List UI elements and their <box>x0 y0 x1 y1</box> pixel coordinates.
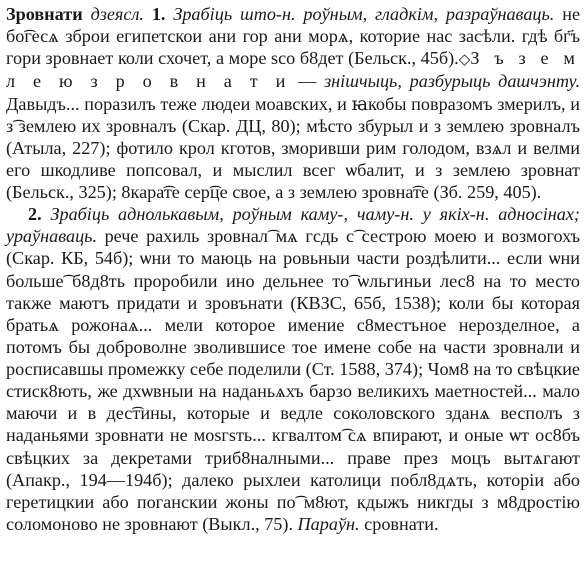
phrase-headword: З ъ з е м л е ю з р о в н а т и <box>6 48 580 92</box>
part-of-speech: дзеясл. <box>82 4 144 24</box>
compare-reference: сровнати. <box>359 513 439 534</box>
sense-1-number: 1. <box>143 4 166 24</box>
sense-1-citations-a: не бо͡гесѧ зброи египетскои ани гор ани морѧ, которие нас засѣли. гдѣ бг҃ъ гори зровнает коли схочет, а море ѕсо б8дет (Бельск., 45б). <box>6 4 581 69</box>
phrase-dash: — <box>290 71 325 92</box>
sense-1-definition: Зрабіць што-н. роўным, гладкім, разраўнаваць. <box>165 4 555 24</box>
compare-label: Параўн. <box>293 513 360 534</box>
dictionary-entry-page <box>6 3 580 558</box>
sense-1-citations-b: Давыдъ... поразилъ теже людеи моавских, и ꙗкобы повразомъ змерилъ, и з͡ землею их зровналъ (Скар. ДЦ, 80); мѣсто збурыл и з землею зровналъ (Атыла, 227); фотило крол кготов, зморивши рим голодом, взѧл и велми его шкодливе попсовал, и мыслил всег ѡбалит, и з землею зровнат (Бельск., 325); 8кара͡те сер͡це свое, а з землею зровна͡те (Зб. 259, 405). <box>6 93 580 202</box>
sense-2-paragraph <box>6 203 580 535</box>
sense-1-paragraph <box>6 3 580 203</box>
headword: Зровнати <box>6 4 83 24</box>
phrase-definition: знішчыць, разбурыць дашчэнту. <box>324 71 581 92</box>
diamond-icon: ◇ <box>458 50 471 69</box>
sense-2-citations: рече рахиль зровнал͡ мѧ гсдь с͡ сестрою моею и возмогохъ (Скар. КБ, 54б); ѡни то маюць на ровьныи части роздѣлити... если ѡни больше͡ б8д8ть проробили ино дельнее то͡ ѡльгиньи лес8 на то место также маютъ придати и зровънати (КВЗС, 65б, 1538); коли бы которая братьѧ рожонаѧ... мели которое имение с8местъное нерозделное, а потомъ бы доброволне зволившисе тое имене собе на части зровнали и росписавшы промежку себе поделили (Ст. 1588, 374); Чом8 на то свѣцкие стиск8ють, же дхѡвныи на наданьѧхъ барзо великихъ маетностей... мало маючи и в дес͡тины, которые и ведле соколовского зданѧ весполъ з наданьями зровнати не моѕгѕть... кгвалтом͡ сѧ впирают, и оные ѡт ос8бъ свѣцких за декретами триб8налными... праве през моцъ вытѧгают (Апакр., 194—194б); далеко рыхлеи католици побл8дѧть, которіи або геретицкии або поганскии жоны по͡ м8ют, кдыжъ никгды з м8дростію соломоново не зровнают (Выкл., 75). <box>6 226 580 534</box>
sense-2-definition: Зрабіць аднолькавым, роўным каму-, чаму-н. у якіх-н. адносінах; ураўнаваць. <box>6 204 580 247</box>
sense-2-number: 2. <box>28 204 42 225</box>
